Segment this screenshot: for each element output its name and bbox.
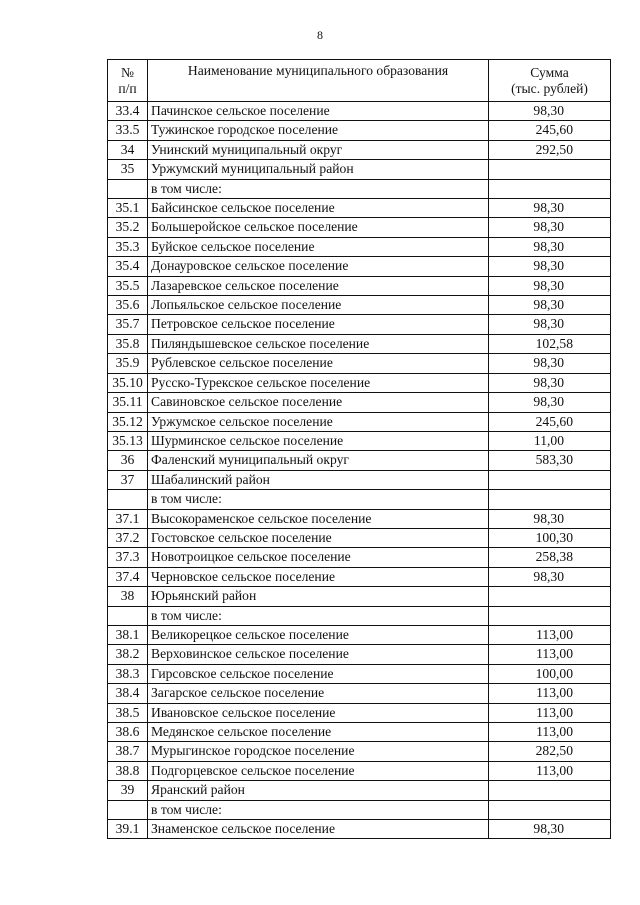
amount-cell: 98,30 bbox=[489, 276, 611, 295]
municipality-name-cell: Донауровское сельское поселение bbox=[148, 257, 489, 276]
municipality-name-cell: в том числе: bbox=[148, 490, 489, 509]
amount-cell: 98,30 bbox=[489, 199, 611, 218]
row-number-cell bbox=[108, 490, 148, 509]
table-row bbox=[108, 354, 611, 373]
municipality-name-cell: Гостовское сельское поселение bbox=[148, 528, 489, 547]
table-row bbox=[108, 761, 611, 780]
municipality-name-cell: Уржумский муниципальный район bbox=[148, 160, 489, 179]
amount-cell bbox=[489, 179, 611, 198]
municipality-name-cell: Пиляндышевское сельское поселение bbox=[148, 334, 489, 353]
municipality-name-cell: Шурминское сельское поселение bbox=[148, 431, 489, 450]
amount-cell bbox=[489, 781, 611, 800]
row-number-cell: 38 bbox=[108, 587, 148, 606]
amount-cell: 98,30 bbox=[489, 393, 611, 412]
table-row bbox=[108, 800, 611, 819]
amount-cell: 100,00 bbox=[489, 664, 611, 683]
municipality-name-cell: Буйское сельское поселение bbox=[148, 237, 489, 256]
amount-cell bbox=[489, 587, 611, 606]
municipality-name-cell: Русско-Турекское сельское поселение bbox=[148, 373, 489, 392]
row-number-cell: 35 bbox=[108, 160, 148, 179]
table-row bbox=[108, 373, 611, 392]
municipality-name-cell: Загарское сельское поселение bbox=[148, 684, 489, 703]
row-number-cell: 38.2 bbox=[108, 645, 148, 664]
table-body bbox=[108, 102, 611, 839]
row-number-cell: 35.8 bbox=[108, 334, 148, 353]
amount-cell: 245,60 bbox=[489, 412, 611, 431]
municipality-name-cell: Байсинское сельское поселение bbox=[148, 199, 489, 218]
table-row bbox=[108, 781, 611, 800]
table-row bbox=[108, 490, 611, 509]
row-number-cell: 35.10 bbox=[108, 373, 148, 392]
row-number-cell: 35.6 bbox=[108, 296, 148, 315]
table-row bbox=[108, 237, 611, 256]
table-row bbox=[108, 587, 611, 606]
municipality-name-cell: Большеройское сельское поселение bbox=[148, 218, 489, 237]
municipality-name-cell: в том числе: bbox=[148, 800, 489, 819]
municipality-name-cell: Унинский муниципальный округ bbox=[148, 140, 489, 159]
row-number-cell: 35.1 bbox=[108, 199, 148, 218]
row-number-cell: 35.5 bbox=[108, 276, 148, 295]
municipality-name-cell: Тужинское городское поселение bbox=[148, 121, 489, 140]
amount-cell: 98,30 bbox=[489, 567, 611, 586]
table-row bbox=[108, 723, 611, 742]
row-number-cell: 39 bbox=[108, 781, 148, 800]
header-num bbox=[108, 60, 148, 102]
amount-cell bbox=[489, 800, 611, 819]
header-sum-line1: Сумма bbox=[530, 64, 569, 80]
table-row bbox=[108, 684, 611, 703]
table-row bbox=[108, 820, 611, 839]
row-number-cell: 35.9 bbox=[108, 354, 148, 373]
row-number-cell: 38.7 bbox=[108, 742, 148, 761]
municipality-name-cell: Мурыгинское городское поселение bbox=[148, 742, 489, 761]
amount-cell: 98,30 bbox=[489, 218, 611, 237]
amount-cell: 98,30 bbox=[489, 237, 611, 256]
amount-cell: 113,00 bbox=[489, 684, 611, 703]
table-row bbox=[108, 567, 611, 586]
table-row bbox=[108, 199, 611, 218]
table-row bbox=[108, 412, 611, 431]
municipality-name-cell: Уржумское сельское поселение bbox=[148, 412, 489, 431]
municipality-name-cell: Черновское сельское поселение bbox=[148, 567, 489, 586]
row-number-cell: 36 bbox=[108, 451, 148, 470]
municipality-name-cell: Гирсовское сельское поселение bbox=[148, 664, 489, 683]
table-row bbox=[108, 315, 611, 334]
table-row bbox=[108, 742, 611, 761]
allocation-table bbox=[107, 59, 611, 839]
municipality-name-cell: Подгорцевское сельское поселение bbox=[148, 761, 489, 780]
header-name: Наименование муниципального образования bbox=[148, 60, 489, 102]
table-row bbox=[108, 606, 611, 625]
row-number-cell bbox=[108, 606, 148, 625]
table-row bbox=[108, 140, 611, 159]
amount-cell: 102,58 bbox=[489, 334, 611, 353]
row-number-cell: 38.4 bbox=[108, 684, 148, 703]
municipality-name-cell: в том числе: bbox=[148, 179, 489, 198]
row-number-cell: 38.6 bbox=[108, 723, 148, 742]
municipality-name-cell: Знаменское сельское поселение bbox=[148, 820, 489, 839]
table-row bbox=[108, 334, 611, 353]
table-row bbox=[108, 509, 611, 528]
municipality-name-cell: Лопьяльское сельское поселение bbox=[148, 296, 489, 315]
table-row bbox=[108, 431, 611, 450]
amount-cell: 98,30 bbox=[489, 315, 611, 334]
row-number-cell: 37.1 bbox=[108, 509, 148, 528]
municipality-name-cell: в том числе: bbox=[148, 606, 489, 625]
table-row bbox=[108, 625, 611, 644]
table-row bbox=[108, 296, 611, 315]
municipality-name-cell: Верховинское сельское поселение bbox=[148, 645, 489, 664]
table-row bbox=[108, 393, 611, 412]
table-row bbox=[108, 528, 611, 547]
row-number-cell: 38.3 bbox=[108, 664, 148, 683]
municipality-name-cell: Рублевское сельское поселение bbox=[148, 354, 489, 373]
municipality-name-cell: Высокораменское сельское поселение bbox=[148, 509, 489, 528]
amount-cell: 113,00 bbox=[489, 625, 611, 644]
row-number-cell: 35.3 bbox=[108, 237, 148, 256]
amount-cell bbox=[489, 606, 611, 625]
row-number-cell: 35.4 bbox=[108, 257, 148, 276]
amount-cell: 583,30 bbox=[489, 451, 611, 470]
row-number-cell bbox=[108, 800, 148, 819]
row-number-cell: 35.13 bbox=[108, 431, 148, 450]
table-row bbox=[108, 102, 611, 121]
municipality-name-cell: Медянское сельское поселение bbox=[148, 723, 489, 742]
amount-cell: 98,30 bbox=[489, 820, 611, 839]
row-number-cell bbox=[108, 179, 148, 198]
table-row bbox=[108, 548, 611, 567]
table-row bbox=[108, 257, 611, 276]
row-number-cell: 39.1 bbox=[108, 820, 148, 839]
row-number-cell: 38.5 bbox=[108, 703, 148, 722]
amount-cell: 98,30 bbox=[489, 373, 611, 392]
header-sum-line2: (тыс. рублей) bbox=[511, 80, 588, 96]
table-row bbox=[108, 121, 611, 140]
row-number-cell: 35.12 bbox=[108, 412, 148, 431]
municipality-name-cell: Савиновское сельское поселение bbox=[148, 393, 489, 412]
table-row bbox=[108, 470, 611, 489]
row-number-cell: 35.11 bbox=[108, 393, 148, 412]
amount-cell: 113,00 bbox=[489, 703, 611, 722]
amount-cell: 98,30 bbox=[489, 509, 611, 528]
row-number-cell: 35.2 bbox=[108, 218, 148, 237]
amount-cell: 282,50 bbox=[489, 742, 611, 761]
header-sum bbox=[489, 60, 611, 102]
municipality-name-cell: Яранский район bbox=[148, 781, 489, 800]
table-row bbox=[108, 645, 611, 664]
amount-cell: 11,00 bbox=[489, 431, 611, 450]
municipality-name-cell: Юрьянский район bbox=[148, 587, 489, 606]
table-row bbox=[108, 703, 611, 722]
page-number: 8 bbox=[317, 28, 323, 42]
amount-cell: 258,38 bbox=[489, 548, 611, 567]
municipality-name-cell: Новотроицкое сельское поселение bbox=[148, 548, 489, 567]
amount-cell: 245,60 bbox=[489, 121, 611, 140]
amount-cell: 113,00 bbox=[489, 761, 611, 780]
table-row bbox=[108, 179, 611, 198]
amount-cell: 100,30 bbox=[489, 528, 611, 547]
municipality-name-cell: Великорецкое сельское поселение bbox=[148, 625, 489, 644]
amount-cell bbox=[489, 470, 611, 489]
municipality-name-cell: Ивановское сельское поселение bbox=[148, 703, 489, 722]
table-row bbox=[108, 160, 611, 179]
amount-cell: 98,30 bbox=[489, 257, 611, 276]
row-number-cell: 33.5 bbox=[108, 121, 148, 140]
amount-cell bbox=[489, 490, 611, 509]
amount-cell: 98,30 bbox=[489, 354, 611, 373]
amount-cell: 113,00 bbox=[489, 723, 611, 742]
amount-cell: 98,30 bbox=[489, 102, 611, 121]
amount-cell: 292,50 bbox=[489, 140, 611, 159]
table-row bbox=[108, 218, 611, 237]
amount-cell: 113,00 bbox=[489, 645, 611, 664]
amount-cell bbox=[489, 160, 611, 179]
row-number-cell: 37.4 bbox=[108, 567, 148, 586]
municipality-name-cell: Шабалинский район bbox=[148, 470, 489, 489]
municipality-name-cell: Петровское сельское поселение bbox=[148, 315, 489, 334]
row-number-cell: 34 bbox=[108, 140, 148, 159]
row-number-cell: 37.3 bbox=[108, 548, 148, 567]
table-row bbox=[108, 664, 611, 683]
row-number-cell: 38.1 bbox=[108, 625, 148, 644]
header-num-line1: № bbox=[121, 64, 134, 80]
row-number-cell: 35.7 bbox=[108, 315, 148, 334]
municipality-name-cell: Лазаревское сельское поселение bbox=[148, 276, 489, 295]
municipality-name-cell: Фаленский муниципальный округ bbox=[148, 451, 489, 470]
table-row bbox=[108, 276, 611, 295]
amount-cell: 98,30 bbox=[489, 296, 611, 315]
row-number-cell: 37 bbox=[108, 470, 148, 489]
table-row bbox=[108, 451, 611, 470]
row-number-cell: 37.2 bbox=[108, 528, 148, 547]
table-header bbox=[108, 60, 611, 102]
header-num-line2: п/п bbox=[118, 80, 137, 96]
municipality-name-cell: Пачинское сельское поселение bbox=[148, 102, 489, 121]
row-number-cell: 33.4 bbox=[108, 102, 148, 121]
row-number-cell: 38.8 bbox=[108, 761, 148, 780]
